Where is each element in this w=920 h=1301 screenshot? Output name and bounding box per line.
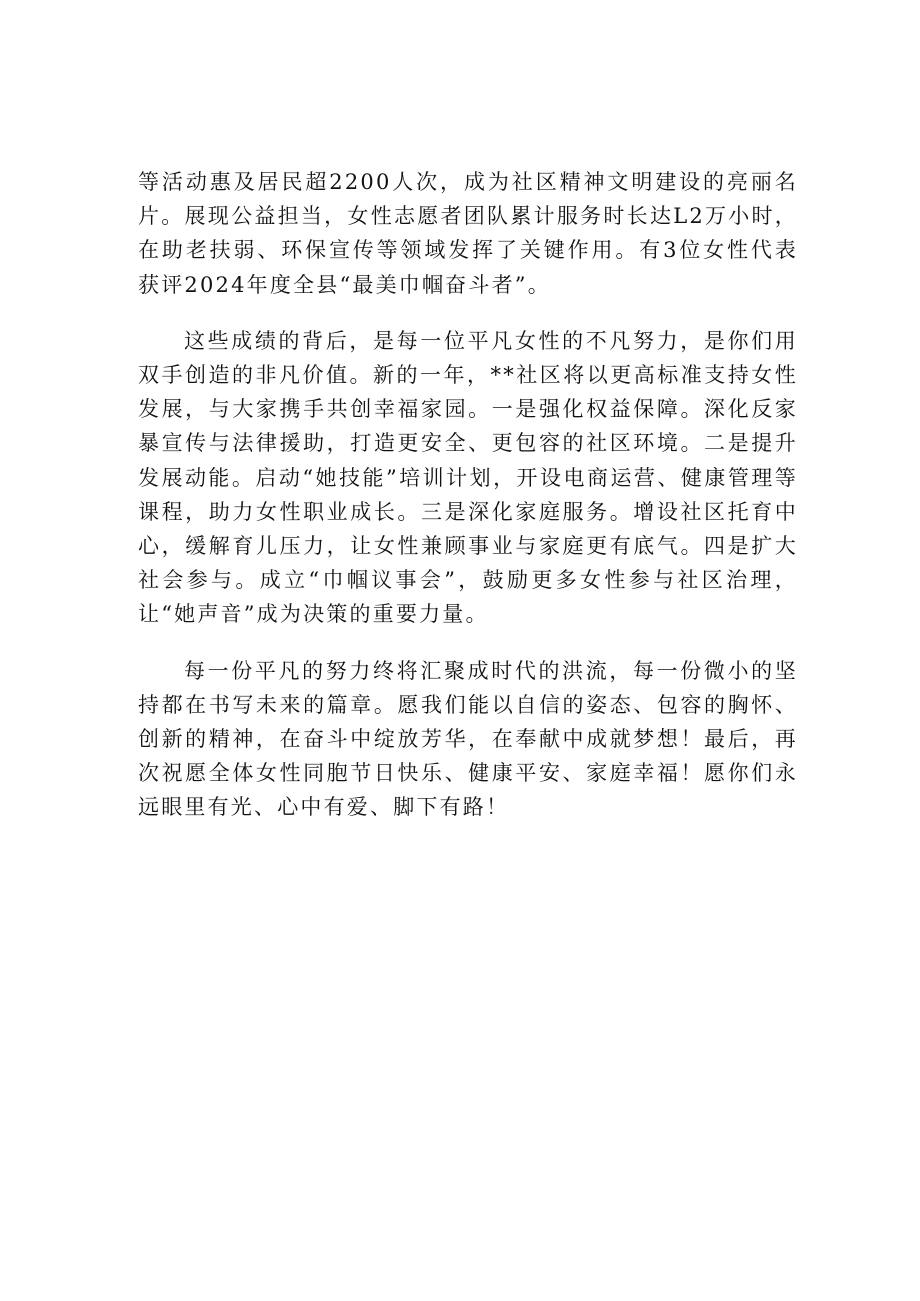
paragraph-closing-wishes: 每一份平凡的努力终将汇聚成时代的洪流，每一份微小的坚持都在书写未来的篇章。愿我们能以自信的姿态、包容的胸怀、创新的精神，在奋斗中绽放芳华，在奉献中成就梦想！最后，再次祝愿全体女性同胞节日快乐、健康平安、家庭幸福！愿你们永远眼里有光、心中有爱、脚下有路！ <box>138 658 798 820</box>
document-body <box>138 165 798 847</box>
paragraph-achievements: 等活动惠及居民超2200人次，成为社区精神文明建设的亮丽名片。展现公益担当，女性志愿者团队累计服务时长达L2万小时，在助老扶弱、环保宣传等领域发挥了关键作用。有3位女性代表获评2024年度全县“最美巾帼奋斗者”。 <box>138 170 798 297</box>
paragraph-plans: 这些成绩的背后，是每一位平凡女性的不凡努力，是你们用双手创造的非凡价值。新的一年，**社区将以更高标准支持女性发展，与大家携手共创幸福家园。一是强化权益保障。深化反家暴宣传与法律援助，打造更安全、更包容的社区环境。二是提升发展动能。启动“她技能”培训计划，开设电商运营、健康管理等课程，助力女性职业成长。三是深化家庭服务。增设社区托育中心，缓解育儿压力，让女性兼顾事业与家庭更有底气。四是扩大社会参与。成立“巾帼议事会”，鼓励更多女性参与社区治理，让“她声音”成为决策的重要力量。 <box>138 328 798 627</box>
